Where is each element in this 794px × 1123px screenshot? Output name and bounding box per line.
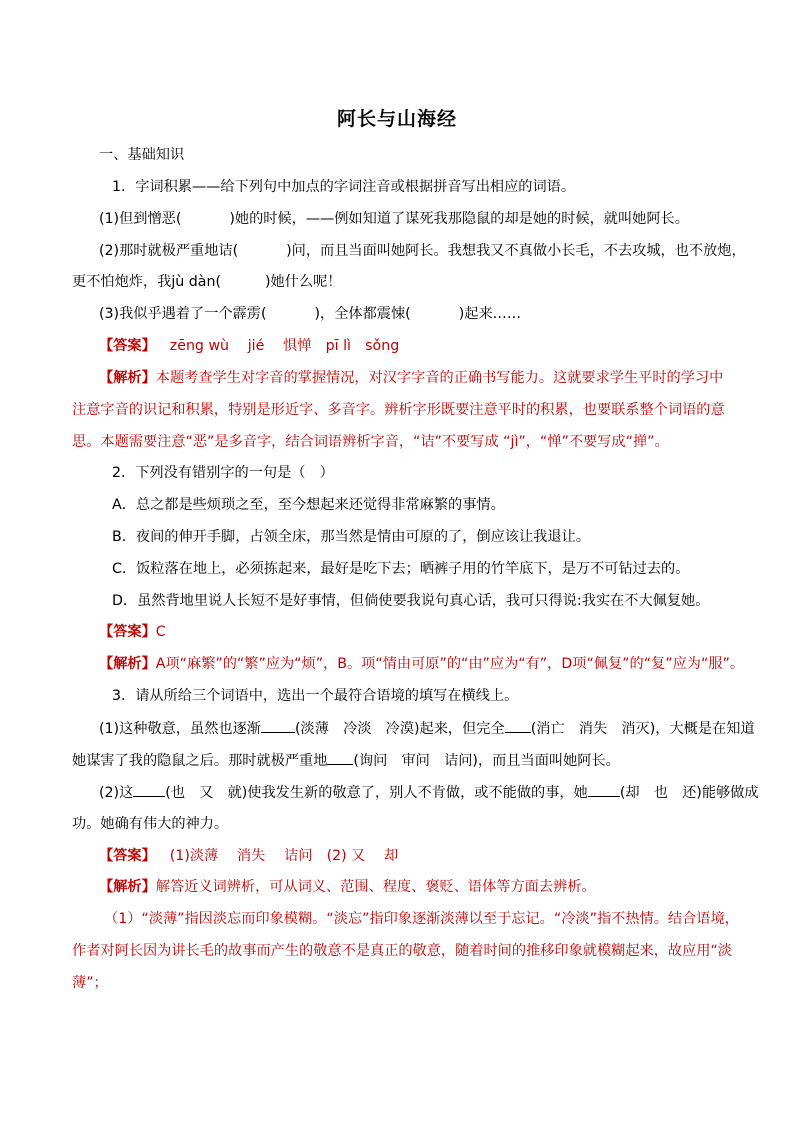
q1-sentence-2-cont: [72, 272, 672, 292]
answer-label: 【答案】: [99, 624, 156, 640]
q2-answer: [99, 622, 699, 642]
q1-s2-part-a: (2)那时就极严重地诘(: [99, 243, 239, 259]
q2-option-c: C．饭粒落在地上，必须拣起来，最好是吃下去；晒裤子用的竹竿底下，是万不可钻过去的。: [112, 561, 690, 577]
q3-detail-line-1: （1）“淡薄”指因淡忘而印象模糊。“淡忘”指印象逐渐淡薄以至于忘记。“冷淡”指不热情。结合语境，: [104, 911, 739, 927]
q1-answer-value: zēng wù jié 惧惮 pī lì sǒng: [169, 338, 400, 354]
q1-s2-part-c: 更不怕炮炸，我jù dàn(: [72, 274, 221, 290]
q3-analysis: [99, 877, 699, 897]
analysis-label: 【解析】: [99, 656, 156, 672]
q1-analysis-line-2: 注意字音的识记和积累，特别是形近字、多音字。辨析字形既要注意平时的积累，也要联系整个词语的意: [72, 402, 725, 418]
q3-l2-part-a: 她谋害了我的隐鼠之后。那时就极严重地: [72, 753, 328, 769]
q1-sentence-1: [99, 209, 699, 229]
q3-l3-part-a: (2)这: [99, 785, 134, 801]
q3-l3-part-c: (却 也 还)能够做成: [619, 785, 759, 801]
q3-l1-part-c: (消亡 消失 消灭)，大概是在知道: [530, 721, 755, 737]
q3-line-2: [72, 750, 672, 771]
fill-blank: [261, 718, 295, 733]
q1-s1-part-a: (1)但到憎恶(: [99, 211, 182, 227]
q3-l1-part-b: (淡薄 冷淡 冷漠)起来，但完全: [294, 721, 505, 737]
page-title: 阿长与山海经: [336, 108, 457, 130]
q2-stem: 2．下列没有错别字的一句是（ ）: [112, 465, 334, 481]
q1-sentence-3: [99, 304, 699, 324]
q3-answer: [99, 846, 699, 866]
q1-analysis-line-1: [99, 368, 724, 388]
answer-label: 【答案】: [99, 338, 156, 354]
q2-analysis-text: A项“麻繁”的“繁”应为“烦”，B。项“情由可原”的“由”应为“有”，D项“佩复”的“复”应为“服”。: [155, 656, 745, 672]
q3-detail-line-3: 薄”；: [72, 975, 108, 991]
q1-s3-part-b: )，全体都震悚(: [314, 306, 411, 322]
q1-stem: 1．字词积累——给下列句中加点的字词注音或根据拼音写出相应的词语。: [112, 179, 576, 195]
q1-answer: [99, 336, 699, 356]
fill-blank: [133, 782, 165, 797]
fill-blank: [588, 782, 620, 797]
q3-line-3: [99, 782, 759, 803]
q1-s2-part-b: )问，而且当面叫她阿长。我想我又不真做小长毛，不去攻城，也不放炮，: [286, 243, 746, 259]
q3-stem: 3．请从所给三个词语中，选出一个最符合语境的填写在横线上。: [112, 688, 519, 704]
q1-s3-part-c: )起来……: [458, 306, 522, 322]
q3-line-4: 功。她确有伟大的神力。: [72, 816, 229, 832]
fill-blank: [505, 718, 531, 733]
q1-sentence-2: [99, 241, 746, 261]
q1-s3-part-a: (3)我似乎遇着了一个霹雳(: [99, 306, 267, 322]
q2-analysis: [99, 654, 745, 674]
q1-s1-part-b: )她的时候，——例如知道了谋死我那隐鼠的却是她的时候，就叫她阿长。: [229, 211, 689, 227]
q2-option-b: B．夜间的伸开手脚，占领全床，那当然是情由可原的了，倒应该让我退让。: [112, 529, 590, 545]
q3-analysis-text: 解答近义词辨析，可从词义、范围、程度、褒贬、语体等方面去辨析。: [155, 879, 596, 895]
q1-analysis-line-3: 思。本题需要注意“恶”是多音字，结合词语辨析字音，“诘”不要写成 “jì”，“惮”不要写成“掸”。: [72, 434, 669, 450]
q2-option-d: D．虽然背地里说人长短不是好事情，但倘使要我说句真心话，我可只得说:我实在不大佩复她。: [112, 593, 710, 609]
q1-analysis-text-1: 本题考查学生对字音的掌握情况，对汉字字音的正确书写能力。这就要求学生平时的学习中: [155, 370, 724, 386]
answer-label: 【答案】: [99, 848, 156, 864]
q2-answer-value: C: [155, 624, 166, 640]
q3-l1-part-a: (1)这种敬意，虽然也逐渐: [99, 721, 261, 737]
q1-s2-part-d: )她什么呢！: [264, 274, 342, 290]
q3-l3-part-b: (也 又 就)使我发生新的敬意了，别人不肯做，或不能做的事，她: [165, 785, 588, 801]
analysis-label: 【解析】: [99, 879, 156, 895]
q3-detail-line-2: 作者对阿长因为讲长毛的故事而产生的敬意不是真正的敬意，随着时间的推移印象就模糊起来，故应用“淡: [72, 943, 732, 959]
q2-option-a: A．总之都是些烦琐之至，至今想起来还觉得非常麻繁的事情。: [112, 497, 505, 513]
fill-blank: [327, 750, 353, 765]
analysis-label: 【解析】: [99, 370, 156, 386]
section-heading: 一、基础知识: [99, 147, 185, 163]
q3-answer-value: (1)淡薄 消失 诘问 (2) 又 却: [169, 848, 399, 864]
q3-l2-part-b: (询问 审问 诘问)，而且当面叫她阿长。: [353, 753, 620, 769]
q3-line-1: [99, 718, 755, 739]
